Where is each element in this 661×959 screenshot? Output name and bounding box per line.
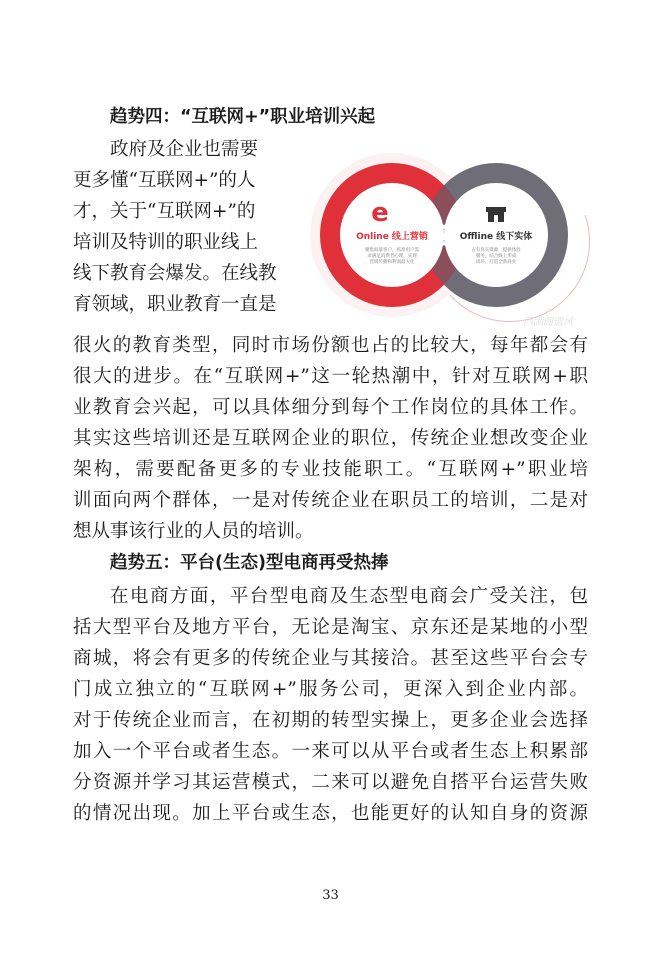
- online-title: Online 线上营销: [356, 232, 428, 242]
- offline-text: 闭环，打造全新商业: [475, 260, 517, 265]
- paragraph-line: 线下教育会爆发。在线教: [73, 263, 277, 284]
- paragraph-line: 更多懂“互联网+”的人: [73, 170, 256, 191]
- paragraph-line: 门成立独立的“互联网+”服务公司，更深入到企业内部。: [73, 679, 588, 700]
- offline-title: Offline 线下实体: [459, 232, 533, 242]
- paragraph-line: 加入一个平台或者生态。一来可以从平台或者生态上积累部: [73, 741, 588, 762]
- paragraph-line: 分资源并学习其运营模式，二来可以避免自搭平台运营失败: [73, 772, 588, 793]
- paragraph-line: 架构，需要配备更多的专业技能职工。“互联网+”职业培: [73, 459, 588, 480]
- paragraph-line: 在电商方面，平台型电商及生态型电商会广受关注，包: [110, 586, 588, 607]
- paragraph-line: 训面向两个群体，一是对传统企业在职员工的培训，二是对: [73, 490, 588, 511]
- offline-text: 服务，结合线上形成: [475, 254, 517, 259]
- paragraph-line: 的情况出现。加上平台或生态，也能更好的认知自身的资源: [73, 803, 588, 824]
- offline-text: 占有真实资源，提供体验: [471, 248, 521, 253]
- paragraph-line: 很大的进步。在“互联网+”这一轮热潮中，针对互联网+职: [73, 366, 588, 387]
- paragraph-line: 育领域，职业教育一直是: [73, 294, 277, 315]
- paragraph-line: 其实这些培训还是互联网企业的职位，传统企业想改变企业: [73, 428, 588, 449]
- online-text: 聚集海量客户，抓准用户需: [365, 248, 419, 253]
- paragraph-line: 对于传统企业而言，在初期的转型实操上，更多企业会选择: [73, 710, 588, 731]
- paragraph-line: 培训及特训的职业线上: [73, 232, 259, 253]
- paragraph-line: 商城，将会有更多的传统企业与其接洽。甚至这些平台会专: [73, 648, 588, 669]
- center-numeral: 2: [434, 219, 454, 252]
- paragraph-line: 业教育会兴起，可以具体细分到每个工作岗位的具体工作。: [73, 397, 588, 418]
- ie-e-icon: e: [371, 198, 389, 228]
- paragraph-line: 括大型平台及地方平台，无论是淘宝、京东还是某地的小型: [73, 617, 588, 638]
- online-text: 求满足消费者心理，实现: [367, 254, 417, 259]
- section-heading-trend-5: 趋势五：平台(生态)型电商再受热捧: [110, 553, 389, 573]
- storefront-icon: [486, 207, 506, 222]
- section-heading-trend-4: 趋势四：“互联网+”职业培训兴起: [110, 107, 376, 127]
- paragraph-line: 很火的教育类型，同时市场份额也占的比较大，每年都会有: [73, 335, 588, 356]
- paragraph-line: 政府及企业也需要: [110, 139, 259, 160]
- watermark: 西湖阁遗风: [523, 317, 573, 328]
- online-text: 营销传播和利润最大化: [369, 260, 415, 265]
- page-number: 33: [322, 888, 339, 903]
- paragraph-line: 才，关于“互联网+”的: [73, 201, 256, 222]
- online-offline-figure: [300, 135, 592, 335]
- paragraph-line: 想从事该行业的人员的培训。: [73, 521, 314, 542]
